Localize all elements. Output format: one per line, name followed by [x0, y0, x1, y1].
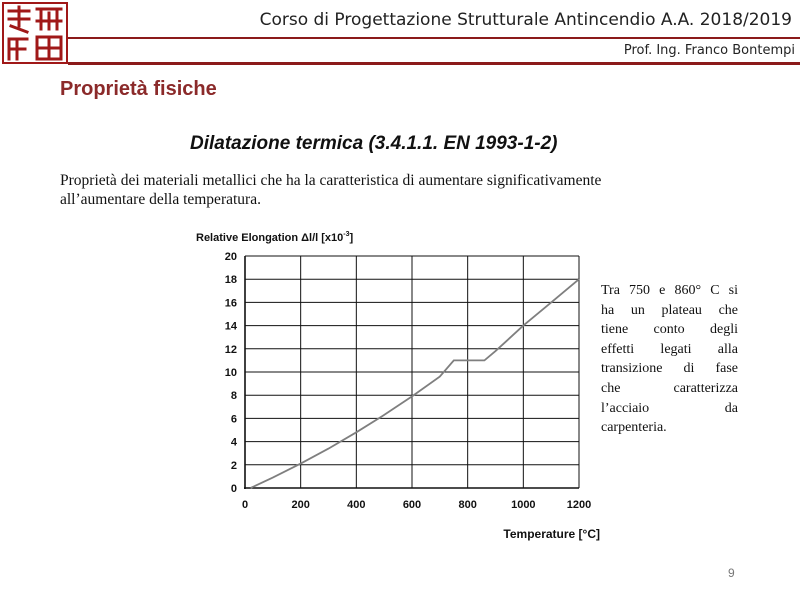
y-tick-label: 10 — [224, 367, 237, 379]
y-tick-label: 16 — [224, 297, 237, 310]
x-axis-title: Temperature [°C] — [503, 527, 600, 541]
y-tick-label: 12 — [224, 343, 237, 356]
y-tick-label: 0 — [230, 483, 237, 495]
page-number: 9 — [728, 566, 735, 580]
x-tick-label: 1200 — [566, 499, 592, 511]
note-line-7: l’acciaio da — [601, 400, 738, 416]
note-line-2: ha un plateau che — [601, 302, 738, 318]
y-tick-label: 4 — [230, 436, 237, 449]
intro-line-2: all’aumentare della temperatura. — [60, 191, 261, 208]
note-line-4: effetti legati alla — [601, 341, 738, 357]
professor-name: Prof. Ing. Franco Bontempi — [623, 43, 795, 58]
note-line-8: carpenteria. — [601, 420, 667, 436]
y-axis-ticks — [225, 251, 238, 495]
x-tick-label: 400 — [347, 499, 366, 511]
y-axis-title: Relative Elongation Δl/l $[x10^{-3}]$ — [196, 231, 354, 244]
intro-line-1: Proprietà dei materiali metallici che ha la caratteristica di aumentare significativamente — [60, 172, 602, 189]
course-title: Corso di Progettazione Strutturale Antincendio A.A. 2018/2019 — [259, 10, 792, 30]
x-tick-label: 0 — [241, 499, 249, 511]
y-tick-label: 18 — [224, 274, 237, 287]
y-tick-label: 6 — [230, 413, 237, 426]
slide-subtitle: Dilatazione termica (3.4.1.1. EN 1993-1-2) — [190, 133, 558, 154]
x-axis-ticks — [242, 499, 591, 511]
x-tick-label: 200 — [291, 499, 310, 511]
x-tick-label: 600 — [402, 499, 422, 511]
university-logo — [2, 2, 68, 64]
note-line-1: Tra 750 e 860° C si — [601, 283, 738, 298]
x-tick-label: 800 — [458, 499, 477, 511]
y-tick-label: 14 — [224, 320, 237, 333]
intro-paragraph — [60, 171, 700, 209]
header-bottom-divider — [68, 62, 800, 65]
chart-series — [251, 279, 579, 488]
note-line-3: tiene conto degli — [601, 322, 738, 338]
series-line — [251, 279, 579, 488]
plateau-note — [601, 281, 738, 438]
x-tick-label: 1000 — [511, 499, 536, 511]
y-tick-label: 8 — [230, 390, 237, 403]
y-tick-label: 20 — [224, 251, 237, 263]
thermal-elongation-chart — [190, 225, 600, 550]
note-line-5: transizione di fase — [601, 361, 738, 377]
y-tick-label: 2 — [230, 459, 237, 472]
header-divider — [68, 37, 800, 39]
note-line-6: che caratterizza — [601, 380, 738, 396]
chart-grid — [244, 256, 579, 489]
section-title: Proprietà fisiche — [60, 78, 217, 100]
